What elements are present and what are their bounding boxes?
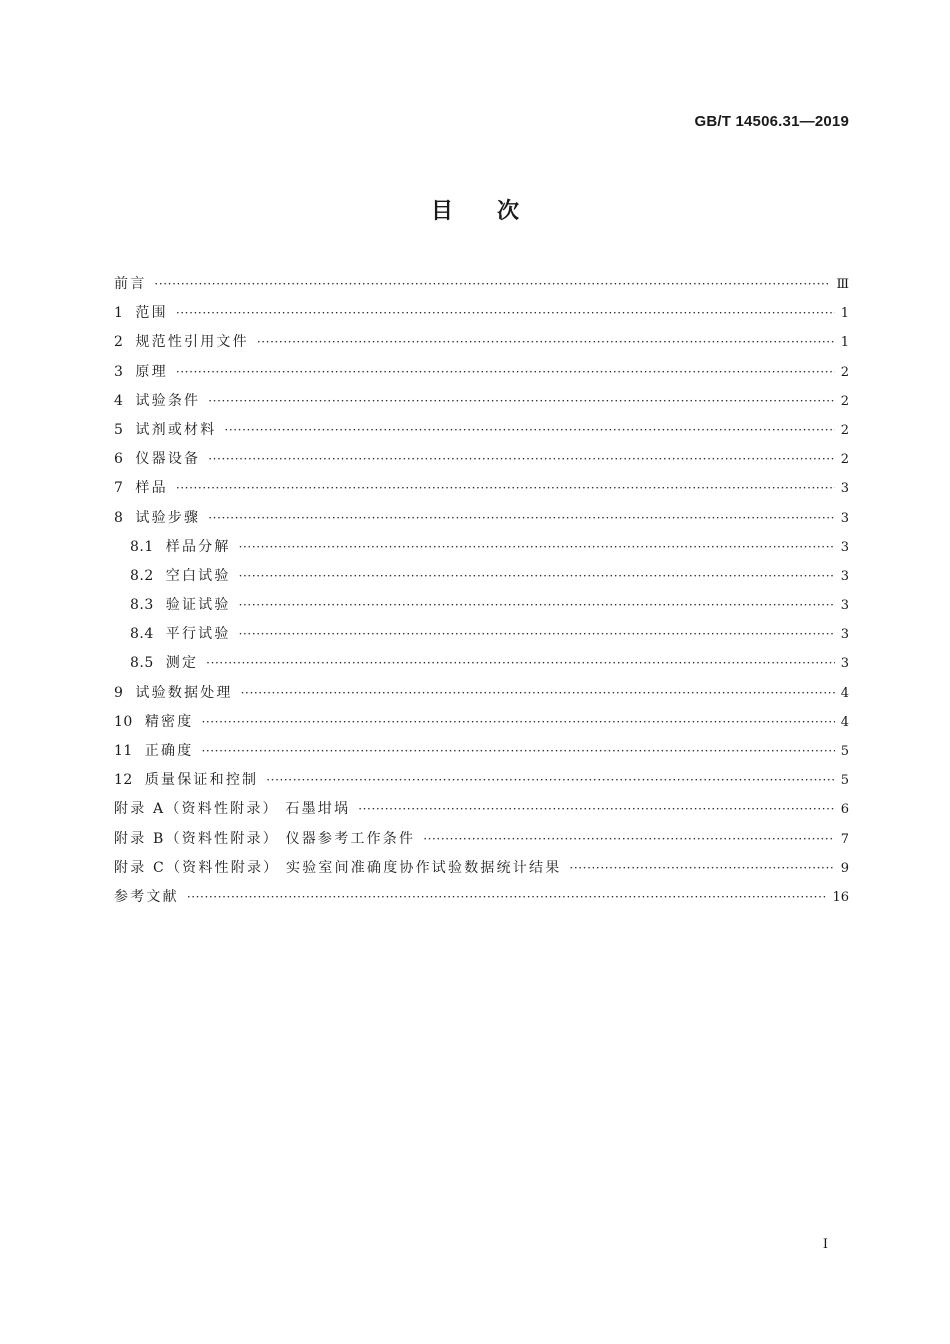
toc-entry-number: 6 — [114, 451, 124, 468]
toc-dot-leader — [208, 387, 834, 416]
toc-entry-number: 3 — [114, 363, 124, 380]
toc-entry-page: 7 — [840, 831, 849, 847]
toc-dot-leader — [239, 562, 835, 591]
toc-dot-leader — [206, 649, 835, 678]
toc-entry-title: 仪器设备 — [135, 451, 201, 468]
toc-entry-number: 8.3 — [130, 597, 154, 614]
toc-entry[interactable] — [114, 504, 849, 533]
toc-dot-leader — [224, 416, 834, 445]
toc-entry[interactable] — [114, 649, 849, 678]
toc-entry-page: 3 — [840, 656, 849, 672]
toc-entry-number: 8.2 — [130, 567, 154, 584]
toc-entry-title: 精密度 — [144, 713, 194, 730]
toc-entry[interactable] — [114, 825, 849, 854]
toc-entry-number: 8.1 — [130, 538, 154, 555]
toc-entry[interactable] — [114, 270, 849, 299]
toc-entry[interactable] — [114, 591, 849, 620]
toc-entry-page: 2 — [840, 422, 849, 438]
toc-entry-number: 4 — [114, 392, 124, 409]
toc-entry-title: 试验条件 — [135, 392, 201, 409]
toc-entry-page: Ⅲ — [836, 277, 849, 292]
toc-dot-leader — [176, 299, 835, 328]
toc-dot-leader — [201, 737, 834, 766]
toc-entry-number: 2 — [114, 334, 124, 351]
toc-entry-page: 3 — [840, 481, 849, 497]
toc-entry-number: 12 — [114, 772, 133, 789]
toc-dot-leader — [257, 328, 835, 357]
toc-entry-title: 原理 — [135, 363, 168, 380]
toc-entry-title: 试剂或材料 — [135, 421, 217, 438]
toc-entry-title: 测定 — [165, 655, 199, 672]
toc-entry[interactable] — [114, 795, 849, 824]
toc-dot-leader — [569, 854, 834, 883]
toc-entry-title: 试验步骤 — [135, 509, 201, 526]
page-number: Ⅰ — [822, 1237, 828, 1252]
toc-entry[interactable] — [114, 620, 849, 649]
toc-entry-title: 规范性引用文件 — [135, 334, 249, 351]
toc-entry[interactable] — [114, 883, 849, 912]
toc-entry-page: 4 — [840, 714, 849, 730]
toc-entry[interactable] — [114, 474, 849, 503]
toc-dot-leader — [239, 620, 835, 649]
toc-entry-page: 3 — [840, 510, 849, 526]
toc-entry[interactable] — [114, 299, 849, 328]
toc-entry-page: 2 — [840, 452, 849, 468]
toc-entry-page: 3 — [840, 568, 849, 584]
toc-entry-title: 样品 — [135, 480, 168, 497]
toc-entry-title: 附录 C（资料性附录） 实验室间准确度协作试验数据统计结果 — [114, 859, 562, 876]
toc-entry-number: 5 — [114, 421, 124, 438]
toc-dot-leader — [239, 591, 835, 620]
toc-entry[interactable] — [114, 562, 849, 591]
toc-entry-page: 9 — [840, 860, 849, 876]
toc-entry-number: 9 — [114, 684, 124, 701]
toc-dot-leader — [423, 825, 835, 854]
toc-entry-title: 附录 B（资料性附录） 仪器参考工作条件 — [114, 830, 416, 847]
toc-entry-title: 附录 A（资料性附录） 石墨坩埚 — [114, 801, 351, 818]
toc-entry-title: 样品分解 — [165, 538, 231, 555]
toc-entry[interactable] — [114, 328, 849, 357]
toc-entry[interactable] — [114, 679, 849, 708]
toc-entry[interactable] — [114, 766, 849, 795]
toc-entry-page: 3 — [840, 627, 849, 643]
toc-dot-leader — [154, 270, 830, 299]
toc-entry-number: 11 — [114, 743, 133, 759]
toc-entry[interactable] — [114, 533, 849, 562]
toc-entry-title: 试验数据处理 — [135, 684, 233, 701]
standard-number: GB/T 14506.31—2019 — [694, 113, 849, 130]
toc-dot-leader — [358, 795, 835, 824]
toc-dot-leader — [266, 766, 834, 795]
toc-entry[interactable] — [114, 854, 849, 883]
toc-entry-title: 范围 — [135, 305, 168, 322]
toc-entry[interactable] — [114, 387, 849, 416]
toc-entry-page: 5 — [840, 773, 849, 789]
toc-dot-leader — [241, 679, 835, 708]
toc-entry-page: 4 — [840, 685, 849, 701]
toc-entry-page: 1 — [840, 335, 849, 351]
toc-dot-leader — [201, 708, 834, 737]
toc-entry-page: 5 — [840, 744, 849, 759]
toc-entry[interactable] — [114, 445, 849, 474]
toc-entry[interactable] — [114, 737, 849, 766]
toc-entry-title: 正确度 — [144, 743, 194, 759]
toc-entry-page: 16 — [832, 889, 849, 905]
toc-dot-leader — [208, 504, 834, 533]
toc-entry-number: 7 — [114, 480, 124, 497]
toc-entry[interactable] — [114, 708, 849, 737]
toc-entry-title: 平行试验 — [165, 626, 231, 643]
toc-entry-page: 2 — [840, 393, 849, 409]
toc-entry-number: 8.4 — [130, 626, 154, 643]
page-title: 目次 — [430, 199, 563, 224]
toc-entry-page: 3 — [840, 598, 849, 614]
toc-dot-leader — [176, 474, 835, 503]
toc-entry-number: 8 — [114, 509, 124, 526]
toc-dot-leader — [239, 533, 835, 562]
toc-entry-page: 3 — [840, 539, 849, 555]
toc-entry-number: 1 — [114, 305, 124, 322]
toc-entry-title: 前言 — [114, 276, 147, 292]
toc-entry-title: 验证试验 — [165, 597, 231, 614]
toc-entry-number: 8.5 — [130, 655, 154, 672]
toc-dot-leader — [208, 445, 834, 474]
toc-entry-title: 参考文献 — [114, 888, 179, 905]
toc-entry-page: 2 — [840, 364, 849, 380]
toc-entry-title: 质量保证和控制 — [144, 772, 259, 789]
toc-entry-title: 空白试验 — [165, 567, 231, 584]
toc-dot-leader — [176, 358, 835, 387]
toc-entry-page: 1 — [840, 306, 849, 322]
table-of-contents — [114, 270, 849, 912]
toc-entry-page: 6 — [840, 802, 849, 818]
toc-entry[interactable] — [114, 416, 849, 445]
toc-entry[interactable] — [114, 358, 849, 387]
toc-dot-leader — [187, 883, 827, 912]
toc-entry-number: 10 — [114, 713, 133, 730]
